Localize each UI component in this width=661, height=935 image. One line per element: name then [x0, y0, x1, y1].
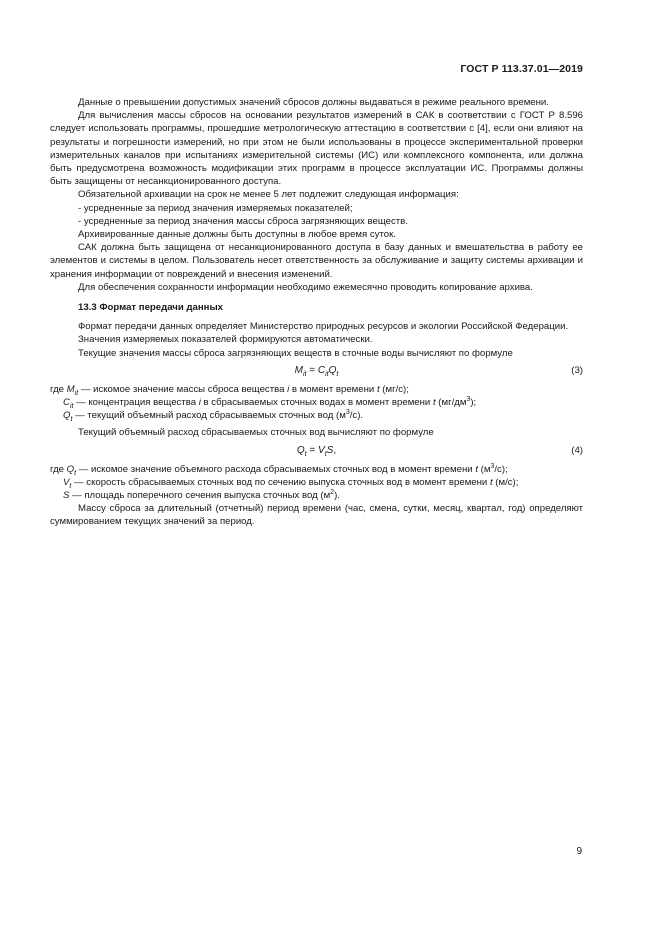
- formula-expression: $M_{it} = C_{it}Q_t$: [294, 364, 339, 378]
- definition-item: $Q_t$ — текущий объемный расход сбрасываемых сточных вод $(м^3/с)$.: [63, 409, 364, 424]
- paragraph-archive: Обязательной архивации на срок не менее 5 лет подлежит следующая информация:: [78, 189, 459, 201]
- paragraph-flow-intro: Текущий объемный расход сбрасываемых сточных вод вычисляют по формуле: [78, 427, 434, 439]
- paragraph-backup: Для обеспечения сохранности информации необходимо ежемесячно проводить копирование архива.: [78, 281, 533, 293]
- paragraph-protection: САК должна быть защищена от несанкционированного доступа в базу данных и вмешательства в работу ее элементов и системы в целом. Пользователь несет ответственность за обслуживание и защиту системы архивации и хранения информации от повреждений и внесения изменений.: [50, 242, 583, 280]
- page-number: 9: [576, 846, 582, 857]
- list-item: - усредненные за период значения измеряемых показателей;: [78, 202, 353, 214]
- paragraph-summation: Массу сброса за длительный (отчетный) период времени (час, смена, сутки, месяц, квартал, год) определяют суммированием текущих значений за период.: [50, 503, 583, 528]
- section-title: 13.3 Формат передачи данных: [78, 302, 223, 314]
- paragraph-format: Формат передачи данных определяет Министерство природных ресурсов и экологии Российской Федерации.: [78, 321, 569, 333]
- definition-item: где $Q_t$ — искомое значение объемного расхода сбрасываемых сточных вод в момент времени t $(м^3/с)$;: [50, 462, 508, 477]
- formula-expression: $Q_t = V_tS$,: [296, 444, 337, 458]
- definition-item: где $M_{it}$ — искомое значение массы сброса вещества i в момент времени t (мг/с);: [50, 383, 409, 397]
- list-item: - усредненные за период значения массы сброса загрязняющих веществ.: [78, 215, 408, 227]
- definition-item: $C_{it}$ — концентрация вещества i в сбрасываемых сточных водах в момент времени t $(мг/дм^3)$;: [63, 395, 477, 410]
- paragraph-realtime: Данные о превышении допустимых значений сбросов должны выдаваться в режиме реального времени.: [78, 97, 549, 108]
- formula-4: [50, 444, 583, 460]
- paragraph-formula-intro: Текущие значения массы сброса загрязняющих веществ в сточные воды вычисляют по формуле: [78, 347, 513, 359]
- formula-number: (4): [571, 444, 583, 456]
- formula-number: (3): [571, 364, 583, 376]
- formula-3: [50, 364, 583, 380]
- document-body: [50, 96, 583, 529]
- paragraph-access: Архивированные данные должны быть доступны в любое время суток.: [78, 229, 396, 241]
- definition-item: $V_t$ — скорость сбрасываемых сточных вод по сечению выпуска сточных вод в момент времени t (м/с);: [63, 476, 519, 490]
- paragraph-software: Для вычисления массы сбросов на основании результатов измерений в САК в соответствии с ГОСТ Р 8.596 следует использовать программы, прошедшие метрологическую аттестацию в соответствии с [4], если они влияют на результаты и погрешности измерений, но при этом не были использованы в процессе экспериментальной проверки измерительных каналов при испытаниях измерительной системы (ИС) или комплексного компонента, или должна быть предусмотрена возможность модификации этих программ в процессе эксплуатации ИС. Программы должны быть защищены от несанкционированного доступа.: [50, 110, 583, 188]
- document-header: ГОСТ Р 113.37.01—2019: [460, 63, 583, 75]
- definition-item: S — площадь поперечного сечения выпуска сточных вод $(м^2)$.: [63, 488, 340, 502]
- paragraph-auto: Значения измеряемых показателей формируются автоматически.: [78, 334, 373, 346]
